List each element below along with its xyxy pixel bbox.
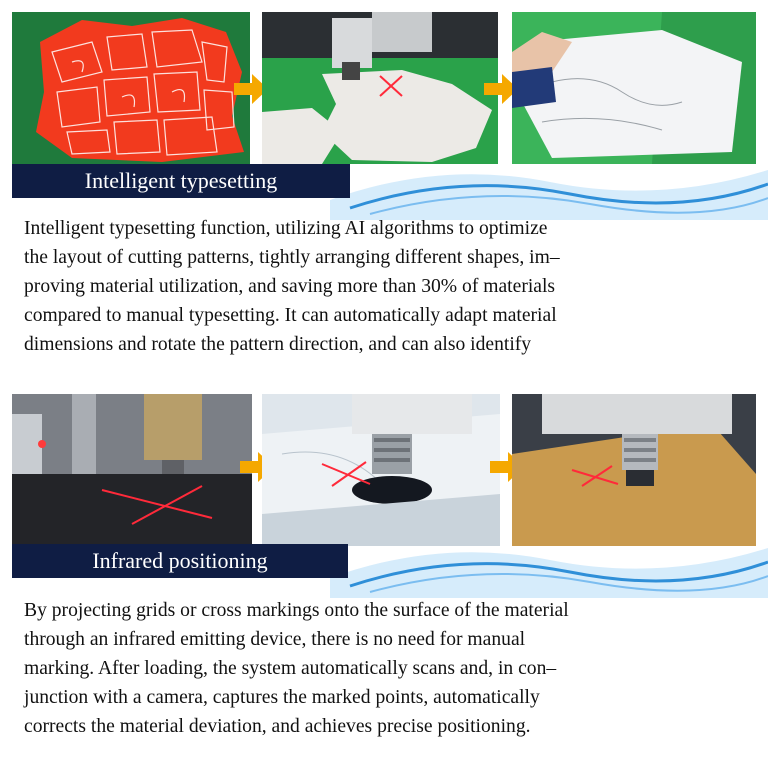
paragraph-line: By projecting grids or cross markings onto the surface of the material xyxy=(24,600,569,621)
section-banner xyxy=(12,544,348,578)
photo-row-typesetting xyxy=(12,12,756,164)
decorative-wave xyxy=(330,150,768,220)
banner-title: Intelligent typesetting xyxy=(84,168,278,193)
paragraph-line: compared to manual typesetting. It can automatically adapt material xyxy=(24,305,557,326)
paragraph-line: Intelligent typesetting function, utilizing AI algorithms to optimize xyxy=(24,218,548,239)
section-infrared-positioning xyxy=(0,384,768,768)
paragraph-line: marking. After loading, the system automatically scans and, in con– xyxy=(24,658,557,679)
paragraph-line: corrects the material deviation, and achieves precise positioning. xyxy=(24,716,531,737)
banner-title: Infrared positioning xyxy=(92,548,268,573)
section-banner xyxy=(12,164,350,198)
photo-cutter-head xyxy=(262,12,498,164)
photo-nested-patterns xyxy=(12,12,250,164)
paragraph-line: through an infrared emitting device, there is no need for manual xyxy=(24,629,526,650)
photo-peeling-sheet xyxy=(512,12,756,164)
paragraph-line: dimensions and rotate the pattern direction, and can also identify xyxy=(24,334,532,355)
section-paragraph xyxy=(24,214,754,359)
photo-camera-head-cardboard xyxy=(512,394,756,546)
paragraph-line: junction with a camera, captures the marked points, automatically xyxy=(24,687,540,708)
photo-laser-cross-dark xyxy=(12,394,252,546)
photo-camera-head-film xyxy=(262,394,500,546)
section-paragraph xyxy=(24,596,754,741)
paragraph-line: the layout of cutting patterns, tightly arranging different shapes, im– xyxy=(24,247,560,268)
photo-row-positioning xyxy=(12,394,756,546)
paragraph-line: proving material utilization, and saving more than 30% of materials xyxy=(24,276,556,297)
decorative-wave xyxy=(330,528,768,598)
